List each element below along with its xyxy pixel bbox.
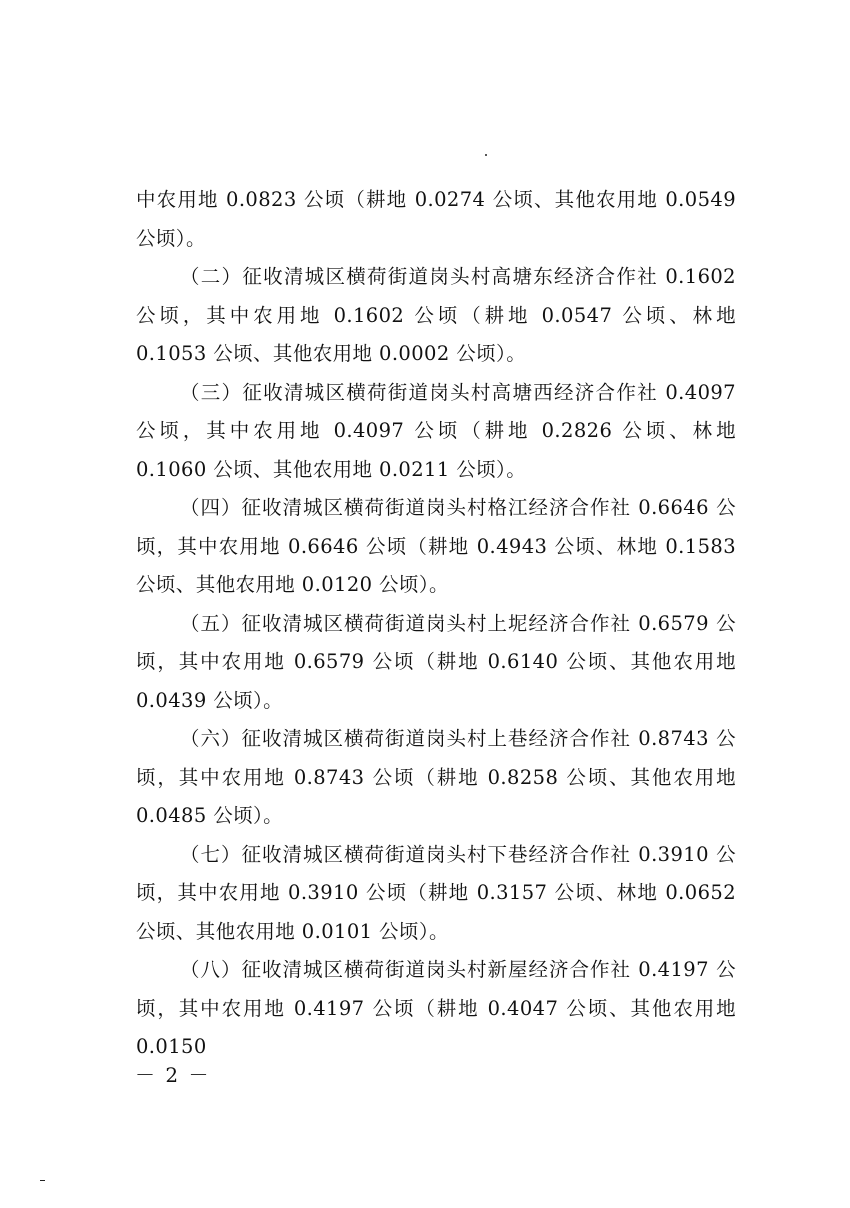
paragraph-item-3: （三）征收清城区横荷街道岗头村高塘西经济合作社 0.4097 公顷，其中农用地 0.4097 公顷（耕地 0.2826 公顷、林地 0.1060 公顷、其他农用地 0.0211 公顷）。 — [136, 380, 736, 481]
scan-speck — [40, 1180, 45, 1181]
paragraph-continuation: 中农用地 0.0823 公顷（耕地 0.0274 公顷、其他农用地 0.0549 公顷）。 — [136, 188, 736, 250]
paragraph-item-8: （八）征收清城区横荷街道岗头村新屋经济合作社 0.4197 公顷，其中农用地 0.4197 公顷（耕地 0.4047 公顷、其他农用地 0.0150 — [136, 958, 736, 1058]
document-body — [136, 181, 736, 1067]
paragraph-item-4: （四）征收清城区横荷街道岗头村格江经济合作社 0.6646 公顷，其中农用地 0.6646 公顷（耕地 0.4943 公顷、林地 0.1583 公顷、其他农用地 0.0120 公顷）。 — [136, 496, 736, 596]
page-number: － 2 － — [135, 1063, 211, 1087]
paragraph-item-6: （六）征收清城区横荷街道岗头村上巷经济合作社 0.8743 公顷，其中农用地 0.8743 公顷（耕地 0.8258 公顷、其他农用地 0.0485 公顷）。 — [136, 727, 736, 827]
paragraph-item-2: （二）征收清城区横荷街道岗头村高塘东经济合作社 0.1602 公顷，其中农用地 0.1602 公顷（耕地 0.0547 公顷、林地 0.1053 公顷、其他农用地 0.0002 公顷）。 — [136, 265, 736, 365]
paragraph-item-7: （七）征收清城区横荷街道岗头村下巷经济合作社 0.3910 公顷，其中农用地 0.3910 公顷（耕地 0.3157 公顷、林地 0.0652 公顷、其他农用地 0.0101 公顷）。 — [136, 842, 736, 943]
scan-speck — [485, 154, 487, 156]
paragraph-item-5: （五）征收清城区横荷街道岗头村上坭经济合作社 0.6579 公顷，其中农用地 0.6579 公顷（耕地 0.6140 公顷、其他农用地 0.0439 公顷）。 — [136, 611, 736, 712]
